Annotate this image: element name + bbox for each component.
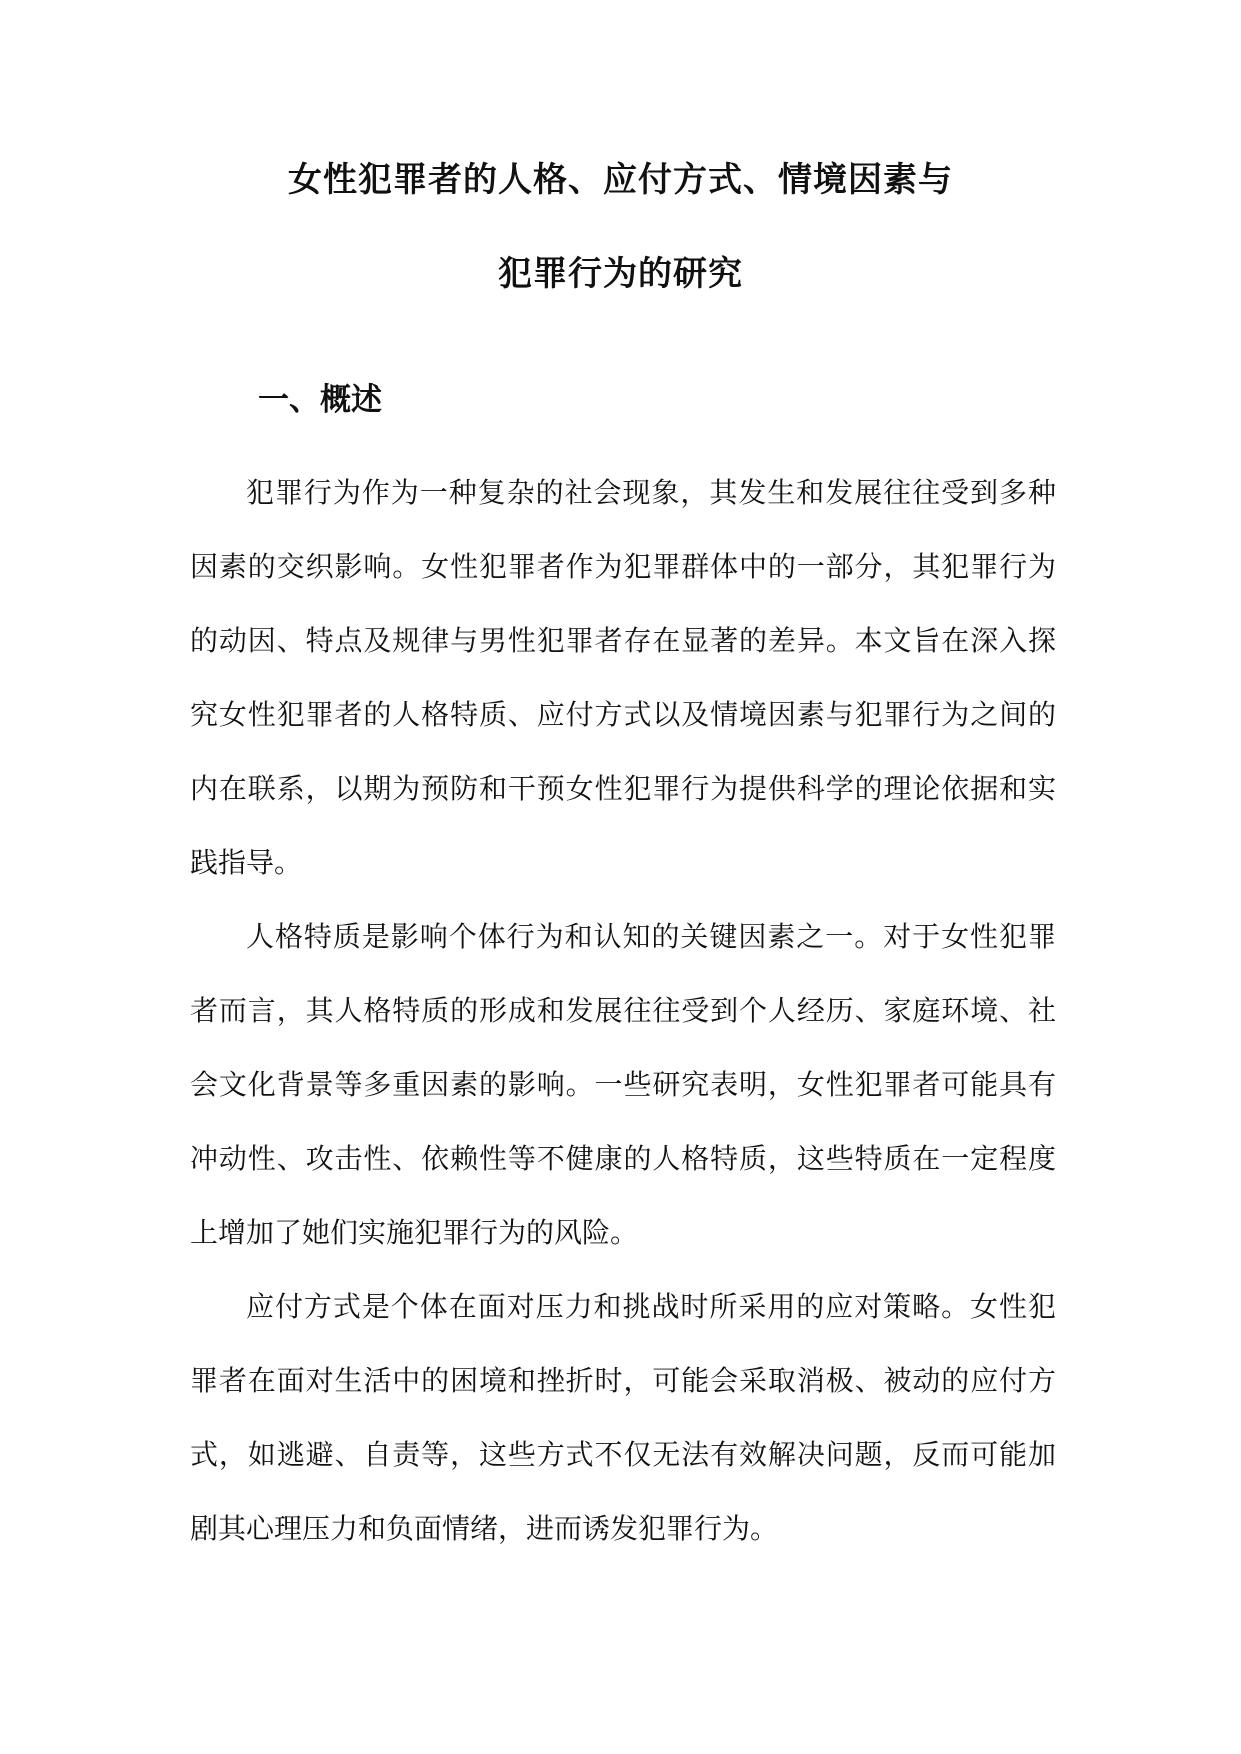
section-body [190, 456, 1056, 1566]
paragraph: 应付方式是个体在面对压力和挑战时所采用的应对策略。女性犯罪者在面对生活中的困境和挫折时，可能会采取消极、被动的应付方式，如逃避、自责等，这些方式不仅无法有效解决问题，反而可能加剧其心理压力和负面情绪，进而诱发犯罪行为。 [190, 1290, 1056, 1545]
document-title-line-1: 女性犯罪者的人格、应付方式、情境因素与 [288, 160, 953, 200]
section-heading: 一、概述 [258, 382, 382, 418]
paragraph: 犯罪行为作为一种复杂的社会现象，其发生和发展往往受到多种因素的交织影响。女性犯罪者作为犯罪群体中的一部分，其犯罪行为的动因、特点及规律与男性犯罪者存在显著的差异。本文旨在深入探究女性犯罪者的人格特质、应付方式以及情境因素与犯罪行为之间的内在联系，以期为预防和干预女性犯罪行为提供科学的理论依据和实践指导。 [190, 476, 1056, 879]
paragraph: 人格特质是影响个体行为和认知的关键因素之一。对于女性犯罪者而言，其人格特质的形成和发展往往受到个人经历、家庭环境、社会文化背景等多重因素的影响。一些研究表明，女性犯罪者可能具有冲动性、攻击性、依赖性等不健康的人格特质，这些特质在一定程度上增加了她们实施犯罪行为的风险。 [190, 920, 1056, 1249]
document-title-line-2: 犯罪行为的研究 [498, 254, 743, 294]
